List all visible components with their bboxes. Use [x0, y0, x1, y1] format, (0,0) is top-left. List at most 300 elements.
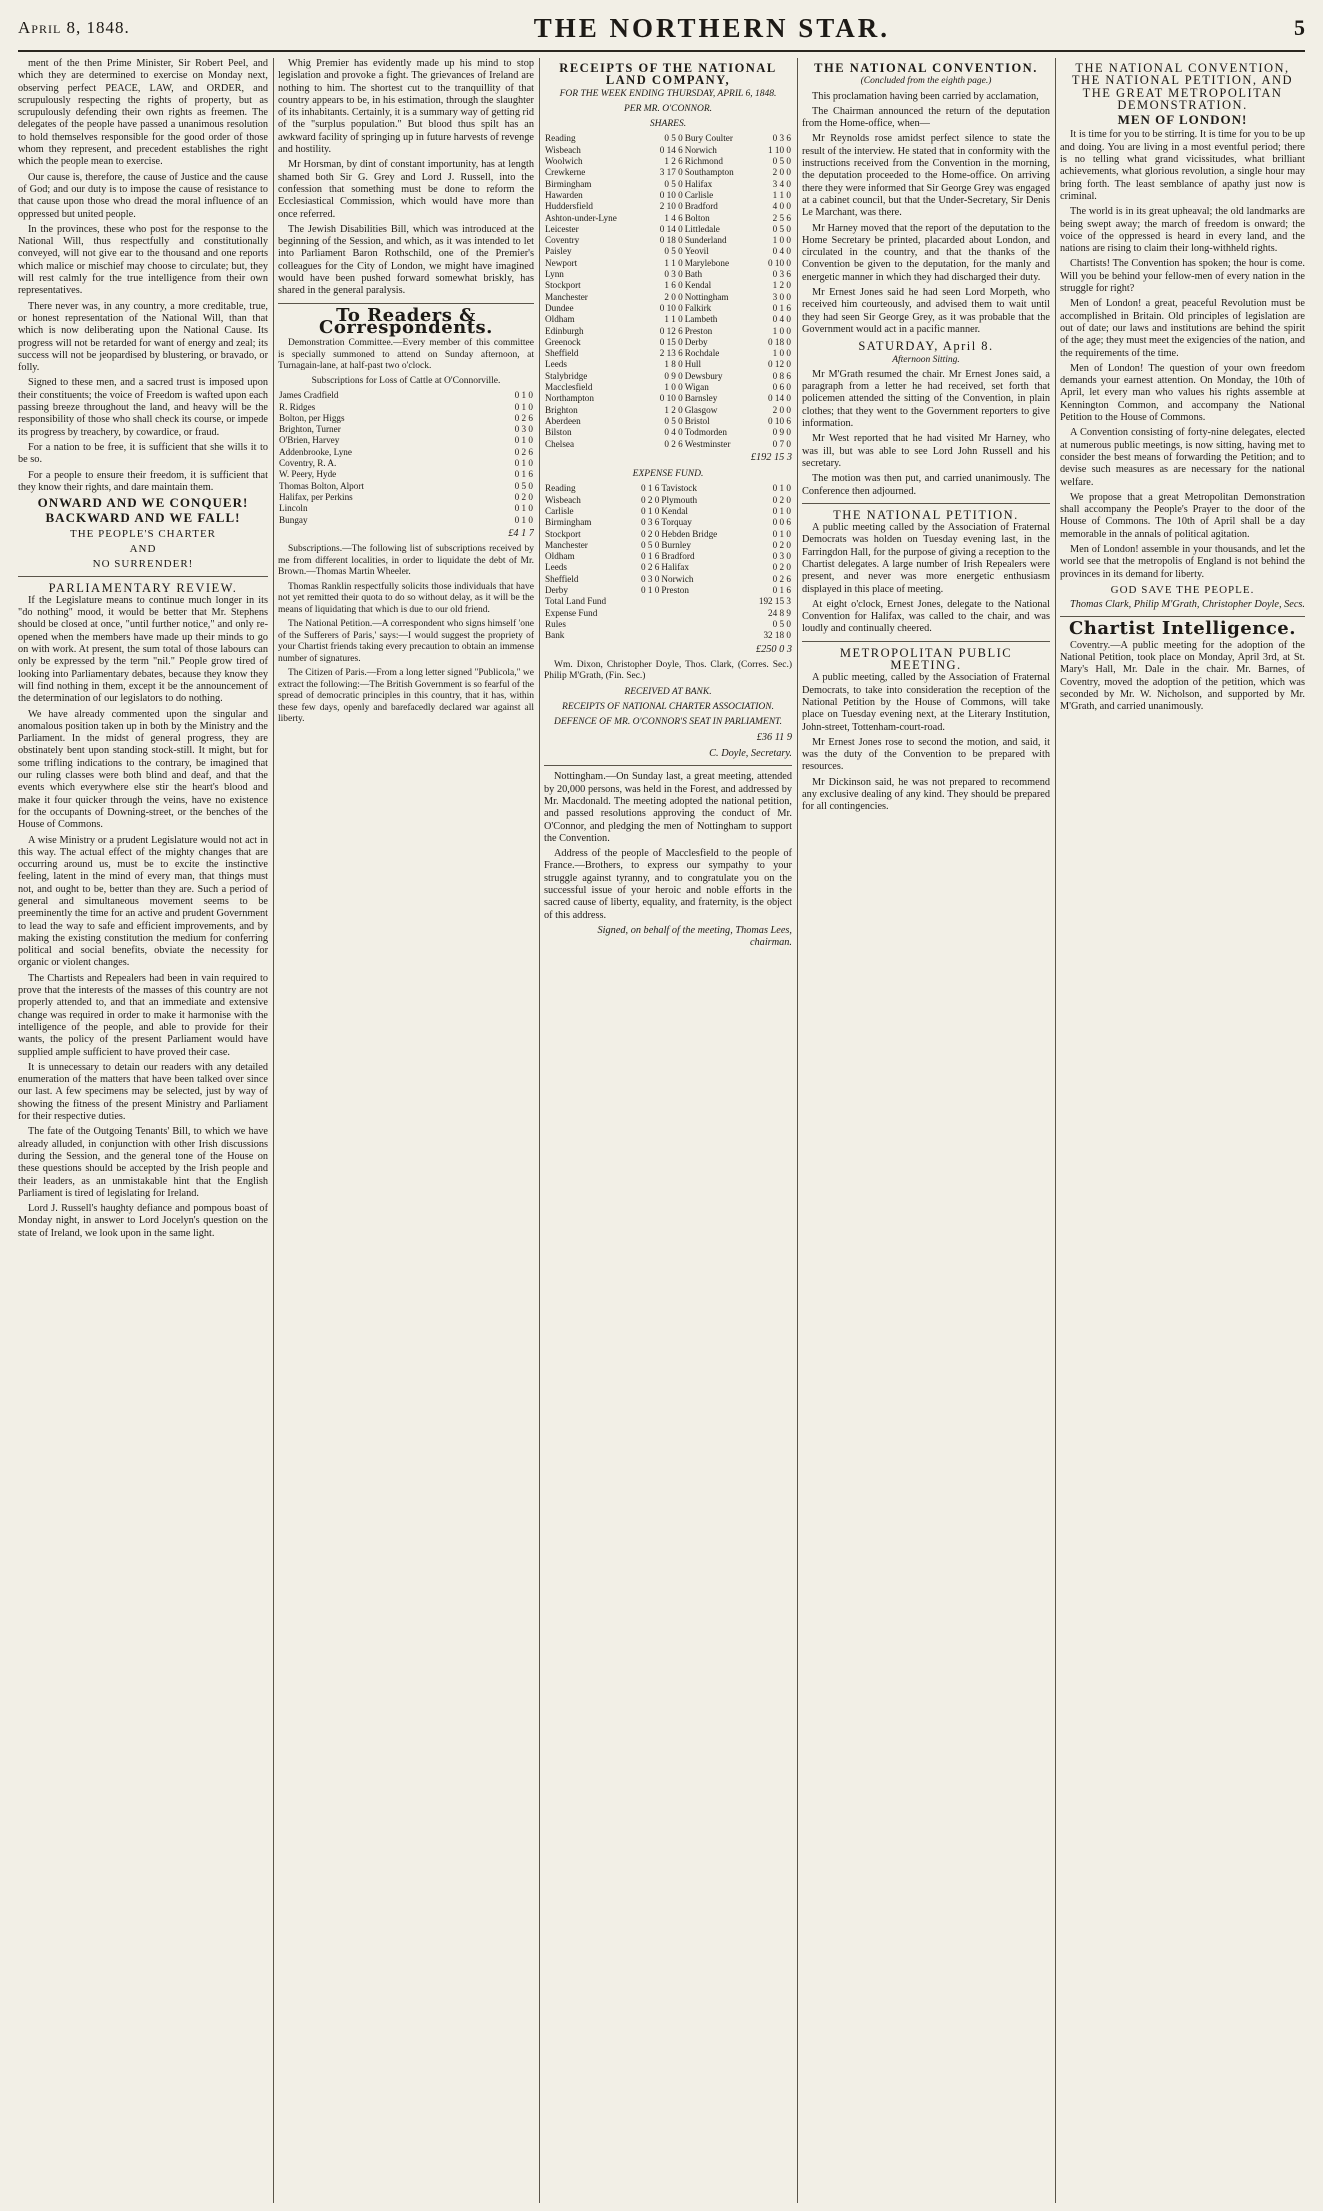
row-label: Paisley — [545, 246, 572, 257]
table-row — [278, 424, 534, 435]
row-amount: 0 2 0 — [772, 562, 791, 573]
row-amount: 1 2 0 — [772, 280, 791, 291]
table-row — [278, 469, 534, 480]
row-amount: 0 2 6 — [514, 412, 533, 423]
grand-total: £250 0 3 — [755, 643, 792, 655]
divider — [18, 576, 268, 577]
table-row — [544, 382, 792, 393]
row-label: Wigan — [684, 382, 709, 393]
row-label: Bury Coulter — [684, 133, 733, 144]
table-row — [544, 619, 792, 630]
article-paragraph: Chartists! The Convention has spoken; the hour is come. Will you be behind your fellow-men of every nation in the struggle for right? — [1060, 258, 1305, 295]
article-paragraph: This proclamation having been carried by acclamation, — [812, 90, 1039, 102]
row-amount: 1 1 0 — [664, 314, 683, 325]
article-paragraph: A public meeting, called by the Association of Fraternal Democrats, to take into consideration the reception of the National Petition by the House of Commons, will take place on Tuesday evening next, at the Literary Institution, John-street, Tottenham-court-road. — [802, 672, 1050, 733]
article-paragraph: A Convention consisting of forty-nine delegates, elected at numerous public meetings, is now sitting, having met to consider the best means of forwarding the Petition; and to devise such measures as are necessary for the national welfare. — [1060, 427, 1305, 488]
row-label: Marylebone — [684, 257, 730, 268]
table-row — [544, 167, 792, 178]
article-paragraph: Men of London! assemble in your thousands, and let the world see that the metropolis of England is not behind the provinces in its demand for liberty. — [1060, 543, 1305, 580]
row-amount: 2 13 6 — [659, 348, 683, 359]
row-label: Wisbeach — [545, 494, 581, 505]
article-paragraph: The Chartists and Repealers had been in vain required to prove that the interests of the masses of this country are not properly attended to, and that an immediate and extensive change was required in order to make it harmonise with the intelligence of the people, and able to provide for their wants, the policy of the present Parliament would have supplied ample sufficient to have proved their case. — [18, 972, 268, 1058]
row-amount: 0 3 0 — [772, 551, 791, 562]
row-label: Yeovil — [684, 246, 709, 257]
row-amount: 1 10 0 — [768, 144, 791, 155]
table-row — [544, 506, 792, 517]
row-amount: 0 2 0 — [641, 494, 660, 505]
column-rule — [797, 58, 798, 2203]
divider — [802, 503, 1050, 504]
article-paragraph: If the Legislature means to continue much longer in its "do nothing" mood, it would be better that Mr. Stephens should be closed at once, "until further notice," and only re-opened when the members have made up their minds to go on with work. At present, the sum total of those labours can only be expressed by the term "nil." People grow tired of looking into Parliamentary debates, because they know they will find nothing in them, except it be the announcement of the determination of our legislators to do nothing. — [18, 594, 268, 705]
slogan: THE PEOPLE'S CHARTER — [70, 527, 216, 540]
row-amount: 1 6 0 — [664, 280, 683, 291]
table-row — [544, 326, 792, 337]
newspaper-page — [8, 0, 1315, 2211]
table-row — [544, 246, 792, 257]
row-label: Norwich — [661, 573, 694, 584]
row-amount: 0 10 6 — [768, 415, 791, 426]
article-paragraph: In the provinces, these who post for the response to the National Will, thus respectfully and constitutionally conveyed, will not give ear to the thousand and one reports which malice or mischief may choose to circulate; but, they will rest calmly for the true intelligence from their own representatives. — [18, 223, 268, 297]
table-row — [278, 390, 534, 401]
row-label: Sheffield — [545, 573, 579, 584]
row-label: Todmorden — [684, 427, 727, 438]
row-amount: 0 5 0 — [772, 618, 791, 629]
signature: Signed, on behalf of the meeting, Thomas Lees, chairman. — [597, 924, 792, 949]
table-row — [544, 348, 792, 359]
defence-total: £36 11 9 — [756, 731, 792, 743]
row-label: Woolwich — [545, 156, 583, 167]
article-paragraph: A wise Ministry or a prudent Legislature would not act in this way. The actual effect of the mighty changes that are occurring around us, must be to excite the instinctive feeling, latent in the mind of every man, that things must not, and ought to be, better than they are. Such a period of general and simultaneous movement seems to be preeminently the time for an active and prudent Government to lead the way to safe and efficient improvements, and by making the existing constitution the medium for conferring political and social benefits, obviate the necessity for organic or violent changes. — [18, 834, 268, 969]
land-fund-table — [544, 133, 792, 449]
row-label: Edinburgh — [545, 325, 584, 336]
row-label: R. Ridges — [279, 401, 316, 412]
row-label: Tavistock — [661, 483, 697, 494]
row-amount: 0 1 6 — [514, 469, 533, 480]
notice: The Citizen of Paris.—From a long letter signed "Publicola," we extract the following:—The British Government is so fearful of the spread of democratic principles in this country, that it has, within these few days, openly and barefacedly declared war against all liberty. — [278, 668, 534, 725]
row-label: Wisbeach — [545, 144, 581, 155]
section-subheading: DEFENCE OF MR. O'CONNOR'S SEAT IN PARLIAMENT. — [553, 717, 782, 728]
table-row — [544, 337, 792, 348]
table-row — [544, 416, 792, 427]
row-label: Leeds — [545, 562, 567, 573]
table-row — [544, 213, 792, 224]
row-label: Halifax — [661, 562, 689, 573]
article-paragraph: Our cause is, therefore, the cause of Justice and the cause of God; and our duty is to impose the cause of resistance to that cause upon those who dread the moral influence of an oppressed but united people. — [18, 171, 268, 220]
closing-slogan: GOD SAVE THE PEOPLE. — [1110, 583, 1255, 596]
table-row — [544, 201, 792, 212]
column-5 — [1060, 58, 1305, 2203]
row-label: Manchester — [545, 291, 588, 302]
notice: Subscriptions.—The following list of subscriptions received by me from different localities, in order to liquidate the debt of Mr. Brown.—Thomas Martin Wheeler. — [278, 544, 534, 578]
row-amount: 0 4 0 — [772, 314, 791, 325]
table-row — [544, 551, 792, 562]
row-label: Ashton-under-Lyne — [545, 212, 617, 223]
table-row — [544, 562, 792, 573]
row-amount: 0 1 6 — [641, 551, 660, 562]
row-amount: 3 4 0 — [772, 178, 791, 189]
section-heading: Chartist Intelligence. — [1068, 618, 1297, 640]
row-label: Hull — [684, 359, 702, 370]
row-label: Bolton, per Higgs — [279, 412, 345, 423]
row-amount: 0 2 6 — [772, 573, 791, 584]
row-label: Bath — [684, 269, 703, 280]
row-label: Bradford — [661, 551, 695, 562]
masthead — [18, 6, 1305, 52]
table-row — [544, 224, 792, 235]
article-paragraph: Mr Dickinson said, he was not prepared to recommend any exclusive dealing of any kind. They should be prepared for all contingencies. — [802, 776, 1050, 813]
notice: The National Petition.—A correspondent who signs himself 'one of the Sufferers of Paris,' says:—I would suggest the propriety of your Chartist friends taking every precaution to obtain an immense number of signatures. — [278, 619, 534, 664]
section-subheading: FOR THE WEEK ENDING THURSDAY, APRIL 6, 1848. — [559, 88, 777, 99]
article-paragraph: We propose that a great Metropolitan Demonstration shall accompany the People's Prayer to the door of the House of Commons. The 10th of April shall be a day memorable in the annals of political agitation. — [1060, 491, 1305, 540]
article-paragraph: Mr M'Grath resumed the chair. Mr Ernest Jones said, a paragraph from a letter he had received, set forth that policemen attended the sitting of the Convention, in plain clothes; that they went to the Government reporters to give information. — [802, 368, 1050, 430]
column-2 — [278, 58, 534, 2203]
divider — [802, 641, 1050, 642]
article-paragraph: There never was, in any country, a more creditable, true, or honest representation of the National Will, than that which is now deliberating upon the National Cause. Its progress will not be retarded for want of energy and zeal; its success will not be jeopardised by blustering, or bravado, or folly. — [18, 300, 268, 374]
row-amount: 0 1 0 — [772, 528, 791, 539]
section-heading: THE NATIONAL PETITION. — [833, 507, 1019, 522]
table-row — [278, 481, 534, 492]
row-amount: 32 18 0 — [763, 630, 791, 641]
issue-date: April 8, 1848. — [18, 18, 130, 37]
row-label: Thomas Bolton, Alport — [279, 480, 364, 491]
article-paragraph: Lord J. Russell's haughty defiance and pompous boast of Monday night, in answer to Lord Jocelyn's question on the state of Ireland, we look upon in the same light. — [18, 1203, 268, 1239]
article-paragraph: Men of London! a great, peaceful Revolution must be accomplished in Britain. Old principles of legislation are out of date; our laws and institutions are behind the spirit of the age; they must meet the exigencies of the nation, and the requirements of the time. — [1060, 298, 1305, 359]
section-subheading: RECEIPTS OF NATIONAL CHARTER ASSOCIATION. — [562, 702, 774, 713]
column-rule — [1055, 58, 1056, 2203]
divider — [278, 303, 534, 304]
row-amount: 1 1 0 — [664, 257, 683, 268]
article-paragraph: For a nation to be free, it is sufficient that she wills it to be so. — [18, 441, 268, 466]
row-label: Halifax — [684, 178, 713, 189]
article-paragraph: The world is in its great upheaval; the old landmarks are being swept away; the march of freedom is onward; the voice of the oppressed is heard in every land, and the nations are rising to claim their long-withheld rights. — [1060, 206, 1305, 255]
article-paragraph: Mr Horsman, by dint of constant importunity, has at length shamed both Sir G. Grey and Lord J. Russell, into the confession that something must be done to reform the Ecclesiastical Commission, which would have more than once referred. — [278, 159, 534, 220]
row-label: Norwich — [684, 144, 717, 155]
signatories: Thomas Clark, Philip M'Grath, Christopher Doyle, Secs. — [1069, 599, 1305, 611]
row-amount: 24 8 9 — [768, 607, 791, 618]
row-label: Rochdale — [684, 348, 720, 359]
table-row — [544, 292, 792, 303]
article-paragraph: Men of London! The question of your own freedom demands your earnest attention. On Monday, the 10th of April, let every man who values his rights assemble at Kennington Common, and accompany the National Petition to the House of Commons. — [1060, 362, 1305, 424]
row-label: Birmingham — [545, 517, 592, 528]
article-paragraph: It is time for you to be stirring. It is time for you to be up and doing. You are living in a most eventful period; there is no telling what grand vicissitudes, what brilliant achievements, what glorious revolution, a single hour may bring forth. The least semblance of apathy just now is criminal. — [1060, 129, 1305, 202]
row-amount: 0 1 0 — [772, 483, 791, 494]
slogan: ONWARD AND WE CONQUER! — [37, 495, 249, 511]
slogan: BACKWARD AND WE FALL! — [45, 510, 241, 526]
row-amount: 2 10 0 — [659, 201, 683, 212]
land-fund-total: £192 15 3 — [750, 451, 792, 463]
row-amount: 0 15 0 — [659, 336, 683, 347]
table-row — [544, 630, 792, 641]
row-amount: 1 0 0 — [772, 325, 791, 336]
row-label: Lambeth — [684, 314, 718, 325]
section-subheading: (Concluded from the eighth page.) — [860, 76, 992, 87]
article-paragraph: The motion was then put, and carried unanimously. The Conference then adjourned. — [802, 473, 1050, 497]
row-amount: 0 1 6 — [641, 483, 660, 494]
row-amount: 0 4 0 — [772, 246, 791, 257]
table-row — [544, 608, 792, 619]
row-amount: 0 12 0 — [768, 359, 791, 370]
row-label: Coventry — [545, 235, 580, 246]
row-amount: 0 5 0 — [664, 415, 683, 426]
row-label: Littledale — [684, 223, 720, 234]
row-label: Chelsea — [545, 438, 575, 449]
row-label: Leicester — [545, 223, 579, 234]
row-amount: 0 14 0 — [659, 223, 683, 234]
article-paragraph: The Jewish Disabilities Bill, which was introduced at the beginning of the Session, and which, as it was intended to let into Parliament Baron Rothschild, one of the Premier's colleagues for the City of London, we might have imagined would have been pushed forward somewhat briskly, has shared in the general paralysis. — [278, 223, 534, 297]
row-amount: 0 5 0 — [772, 223, 791, 234]
section-heading: THE NATIONAL CONVENTION, THE NATIONAL PETITION, AND THE GREAT METROPOLITAN DEMONSTRATION. — [1071, 61, 1294, 112]
column-1 — [18, 58, 268, 2203]
row-label: Glasgow — [684, 404, 718, 415]
row-amount: 0 2 6 — [664, 438, 683, 449]
table-row — [278, 515, 534, 526]
row-label: Kendal — [684, 280, 712, 291]
row-amount: 0 12 6 — [659, 325, 683, 336]
row-label: Bank — [545, 630, 565, 641]
row-amount: 1 2 6 — [664, 156, 683, 167]
table-row — [544, 540, 792, 551]
row-label: Nottingham — [684, 291, 729, 302]
row-label: Southampton — [684, 167, 734, 178]
row-label: Torquay — [661, 517, 692, 528]
section-subheading: PER MR. O'CONNOR. — [623, 103, 713, 114]
row-amount: 0 1 0 — [641, 505, 660, 516]
row-label: Barnsley — [684, 393, 718, 404]
row-amount: 0 3 0 — [641, 573, 660, 584]
section-heading: To Readers & Correspondents. — [319, 304, 493, 338]
row-amount: 0 1 0 — [641, 585, 660, 596]
divider — [1060, 616, 1305, 617]
row-amount: 1 0 0 — [772, 348, 791, 359]
article-paragraph: Address of the people of Macclesfield to the people of France.—Brothers, to express our sympathy to your struggle against tyranny, and to congratulate you on the successful issue of your heroic and noble efforts in the sacred cause of liberty, equality, and fraternity, is the object of this address. — [544, 848, 792, 921]
notice: Thomas Ranklin respectfully solicits those individuals that have not yet remitted their quota to do so without delay, as it will be the means of liquidating that which is due to our old friend. — [278, 581, 534, 615]
row-label: Bristol — [684, 415, 710, 426]
table-row — [544, 427, 792, 438]
row-label: Newport — [545, 257, 578, 268]
row-amount: 0 3 0 — [514, 424, 533, 435]
row-amount: 0 5 0 — [664, 133, 683, 144]
article-paragraph: The Chairman announced the return of the deputation from the Home-office, when— — [802, 105, 1050, 130]
row-amount: 0 2 0 — [641, 528, 660, 539]
row-label: Bilston — [545, 427, 572, 438]
table-row — [544, 439, 792, 450]
article-paragraph: For a people to ensure their freedom, it is sufficient that they know their rights, and dare maintain them. — [18, 469, 268, 493]
row-label: O'Brien, Harvey — [279, 435, 340, 446]
section-subheading: RECEIVED AT BANK. — [624, 686, 712, 697]
section-subheading: Afternoon Sitting. — [892, 354, 960, 365]
table-row — [544, 133, 792, 144]
table-row — [544, 393, 792, 404]
article-paragraph: Mr West reported that he had visited Mr Harney, who was ill, but was able to see Lord John Russell and his secretary. — [802, 433, 1050, 469]
row-amount: 0 3 0 — [664, 269, 683, 280]
slogan: AND — [129, 542, 157, 555]
row-amount: 0 0 6 — [772, 517, 791, 528]
row-label: Macclesfield — [545, 382, 593, 393]
notice: Demonstration Committee.—Every member of this committee is specially summoned to attend on Sunday afternoon, at Turnagain-lane, at half-past two o'clock. — [278, 338, 534, 372]
row-label: Lynn — [545, 269, 564, 280]
row-amount: 0 1 0 — [514, 435, 533, 446]
row-label: Total Land Fund — [545, 596, 607, 607]
column-3 — [544, 58, 792, 2203]
row-amount: 0 10 0 — [768, 257, 791, 268]
section-heading: PARLIAMENTARY REVIEW. — [48, 580, 238, 595]
article-paragraph: Whig Premier has evidently made up his mind to stop legislation and provoke a fight. The grievances of Ireland are nothing to him. The shortest cut to the tranquillity of that country appears to be, in his estimation, through the slaughter of its inhabitants. Certainly, it is a summary way of getting rid of the "surplus population." But blood thus spilt has an awkward facility of springing up in future harvests of revenge and hostility. — [278, 58, 534, 156]
row-label: Northampton — [545, 393, 594, 404]
article-paragraph: A public meeting called by the Association of Fraternal Democrats was holden on Tuesday evening last, in the Farringdon Hall, for the purpose of giving a reception to the Chartist delegates. A large number of Irish Repealers were present, and never was more energetic enthusiasm displayed in this place of meeting. — [802, 522, 1050, 595]
row-amount: 0 10 0 — [659, 393, 683, 404]
row-amount: 3 0 0 — [772, 291, 791, 302]
row-amount: 0 14 6 — [659, 144, 683, 155]
section-heading: SATURDAY, April 8. — [858, 339, 994, 354]
row-label: Bungay — [279, 514, 308, 525]
row-amount: 0 5 0 — [772, 156, 791, 167]
row-amount: 0 9 0 — [664, 370, 683, 381]
row-amount: 0 5 0 — [641, 539, 660, 550]
row-amount: 3 17 0 — [659, 167, 683, 178]
row-amount: 0 1 0 — [514, 390, 533, 401]
table-row — [544, 483, 792, 494]
table-row — [544, 314, 792, 325]
table-row — [544, 280, 792, 291]
article-paragraph: At eight o'clock, Ernest Jones, delegate to the National Convention for Halifax, was called to the chair, and was loudly and continually cheered. — [802, 598, 1050, 635]
row-label: Bradford — [684, 201, 718, 212]
address-heading: MEN OF LONDON! — [1117, 112, 1248, 128]
row-amount: 0 5 0 — [664, 246, 683, 257]
row-label: Oldham — [545, 314, 575, 325]
row-amount: 0 10 0 — [659, 302, 683, 313]
row-amount: 0 6 0 — [772, 382, 791, 393]
row-label: Birmingham — [545, 178, 592, 189]
column-rule — [539, 58, 540, 2203]
row-amount: 4 0 0 — [772, 201, 791, 212]
article-paragraph: It is unnecessary to detain our readers with any detailed enumeration of the matters that have been talked over since our last. A few specimens may be selected, just by way of showing the fitness of the present Ministry and Parliament for their respective duties. — [18, 1061, 268, 1123]
row-amount: 0 5 0 — [664, 178, 683, 189]
row-label: Preston — [684, 325, 713, 336]
table-row — [544, 258, 792, 269]
row-amount: 0 2 6 — [514, 446, 533, 457]
row-label: Derby — [684, 336, 708, 347]
row-amount: 0 3 6 — [772, 133, 791, 144]
totals-table — [544, 596, 792, 641]
row-amount: 0 1 0 — [514, 458, 533, 469]
table-row — [278, 492, 534, 503]
row-amount: 0 5 0 — [514, 480, 533, 491]
row-label: Derby — [545, 585, 568, 596]
table-row — [278, 413, 534, 424]
row-label: Oldham — [545, 551, 575, 562]
row-label: Brighton — [545, 404, 578, 415]
row-amount: 192 15 3 — [758, 596, 791, 607]
table-row — [544, 371, 792, 382]
row-amount: 0 10 0 — [659, 189, 683, 200]
table-row — [544, 529, 792, 540]
table-row — [278, 458, 534, 469]
column-rule — [273, 58, 274, 2203]
row-amount: 0 1 0 — [772, 505, 791, 516]
article-paragraph: The fate of the Outgoing Tenants' Bill, to which we have already alluded, in conjunction with other Irish discussions during the Session, and the general tone of the House on these questions should be accepted by the Irish people and their leaders, as an unmistakable hint that the English Parliament is tired of legislating for Ireland. — [18, 1126, 268, 1199]
section-subheading: EXPENSE FUND. — [632, 469, 704, 480]
row-amount: 1 0 0 — [664, 382, 683, 393]
subscription-total: £4 1 7 — [508, 527, 534, 539]
row-label: Hawarden — [545, 189, 583, 200]
columns — [18, 58, 1305, 2203]
notice-title: Subscriptions for Loss of Cattle at O'Connorville. — [311, 375, 501, 386]
row-amount: 1 8 0 — [664, 359, 683, 370]
row-label: Stockport — [545, 280, 581, 291]
row-label: Brighton, Turner — [279, 424, 341, 435]
secretary-signoff: C. Doyle, Secretary. — [709, 748, 792, 760]
row-amount: 0 3 6 — [641, 517, 660, 528]
table-row — [544, 303, 792, 314]
row-label: Dewsbury — [684, 370, 723, 381]
slogan: NO SURRENDER! — [92, 558, 194, 571]
row-amount: 0 1 0 — [514, 503, 533, 514]
row-label: Richmond — [684, 156, 723, 167]
table-row — [544, 269, 792, 280]
row-label: Halifax, per Perkins — [279, 491, 353, 502]
row-label: Hebden Bridge — [661, 528, 718, 539]
row-amount: 1 0 0 — [772, 235, 791, 246]
row-amount: 0 2 0 — [772, 494, 791, 505]
table-row — [544, 145, 792, 156]
row-amount: 0 2 6 — [641, 562, 660, 573]
article-paragraph: Signed to these men, and a sacred trust is imposed upon their constituents; the voice of Freedom is wafted upon each passing breeze throughout the land, and heavy will be the responsibility of those who shall check its course, or impede its progress by treachery, by cowardice, or fraud. — [18, 377, 268, 438]
row-label: Huddersfield — [545, 201, 593, 212]
row-amount: 1 4 6 — [664, 212, 683, 223]
row-amount: 0 7 0 — [772, 438, 791, 449]
row-label: Bolton — [684, 212, 710, 223]
table-row — [278, 447, 534, 458]
divider — [544, 765, 792, 766]
table-row — [544, 156, 792, 167]
row-label: W. Peery, Hyde — [279, 469, 337, 480]
row-amount: 0 1 0 — [514, 401, 533, 412]
section-subheading: SHARES. — [649, 119, 687, 130]
row-label: Greenock — [545, 336, 581, 347]
table-row — [544, 405, 792, 416]
table-row — [278, 503, 534, 514]
row-amount: 0 3 6 — [772, 269, 791, 280]
row-amount: 1 2 0 — [664, 404, 683, 415]
row-amount: 2 0 0 — [772, 167, 791, 178]
row-label: Coventry, R. A. — [279, 458, 337, 469]
table-row — [278, 402, 534, 413]
row-label: Addenbrooke, Lyne — [279, 446, 352, 457]
row-amount: 0 2 0 — [514, 491, 533, 502]
row-amount: 0 1 6 — [772, 302, 791, 313]
row-label: Reading — [545, 483, 576, 494]
row-label: Burnley — [661, 539, 691, 550]
row-amount: 2 0 0 — [772, 404, 791, 415]
page-number: 5 — [1293, 15, 1305, 40]
section-heading: THE NATIONAL CONVENTION. — [814, 61, 1038, 75]
row-label: Plymouth — [661, 494, 698, 505]
column-4 — [802, 58, 1050, 2203]
article-paragraph: Mr Ernest Jones said he had seen Lord Morpeth, who received him courteously, and advised them to wait until they had seen Sir George Grey, as it was probable that the Government would act in a pacific manner. — [802, 287, 1050, 335]
article-paragraph: Mr Harney moved that the report of the deputation to the Home Secretary be printed, placarded about London, and circulated in the country, and that the thanks of the Convention be given to the deputation, for the manly and energetic manner in which they had discharged their duty. — [802, 222, 1050, 283]
row-amount: 1 1 0 — [772, 189, 791, 200]
row-amount: 0 8 6 — [772, 370, 791, 381]
table-row — [544, 574, 792, 585]
section-heading: RECEIPTS OF THE NATIONAL LAND COMPANY, — [559, 61, 777, 88]
row-label: Aberdeen — [545, 415, 581, 426]
article-paragraph: ment of the then Prime Minister, Sir Robert Peel, and which they are determined to exercise on Monday next, observing perfect PEACE, LAW, and ORDER, and scrupulously respecting the rights of property, but as scrupulously defending their own rights as freemen. The delegates of the people have passed a unanimous resolution to hold themselves responsible for the good order of those whom they represent, and precedent establishes the right which the people mean to exercise. — [18, 58, 268, 168]
newspaper-title: THE NORTHERN STAR. — [533, 12, 891, 43]
row-label: Kendal — [661, 505, 688, 516]
row-label: Crewkerne — [545, 167, 586, 178]
row-label: Sheffield — [545, 348, 579, 359]
signatories: Wm. Dixon, Christopher Doyle, Thos. Clark, (Corres. Sec.) Philip M'Grath, (Fin. Sec.) — [544, 659, 792, 682]
